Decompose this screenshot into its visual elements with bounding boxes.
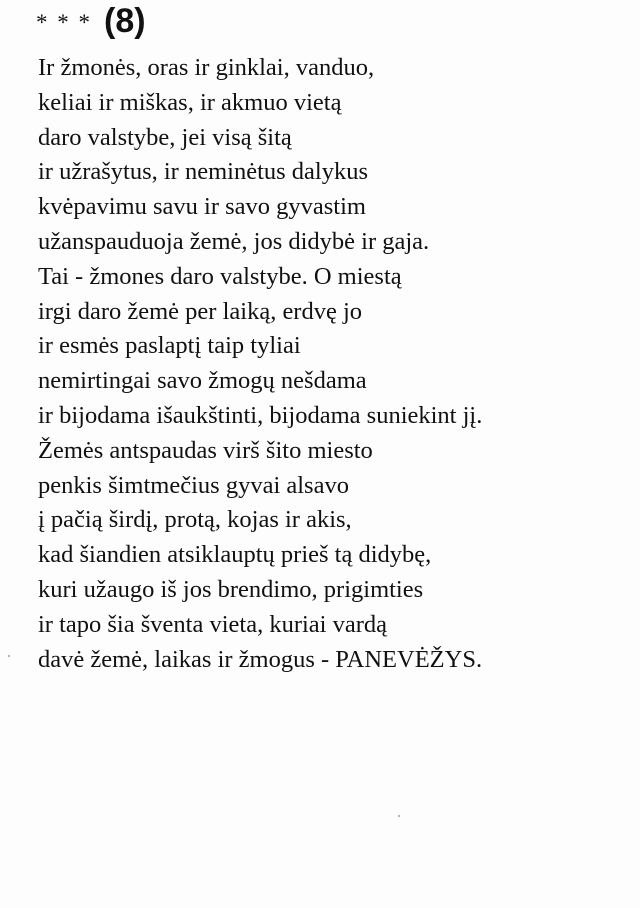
poem-number: (8) xyxy=(104,2,146,40)
poem-line: irgi daro žemė per laiką, erdvę jo xyxy=(38,297,363,325)
poem-line: ir bijodama išaukštinti, bijodama suniekint jį. xyxy=(38,401,483,429)
poem-line: kad šiandien atsiklauptų prieš tą didybę, xyxy=(38,541,432,569)
poem-line: Tai - žmones daro valstybe. O miestą xyxy=(38,262,402,290)
poem-line: nemirtingai savo žmogų nešdama xyxy=(38,367,367,395)
poem-line: keliai ir miškas, ir akmuo vietą xyxy=(38,88,342,116)
poem-line: ir užrašytus, ir neminėtus dalykus xyxy=(38,158,369,186)
poem-heading xyxy=(36,2,146,48)
poem-line: ir tapo šia šventa vieta, kuriai vardą xyxy=(38,610,387,638)
poem-line: Žemės antspaudas virš šito miesto xyxy=(38,436,373,464)
poem-line: daro valstybe, jei visą šitą xyxy=(38,123,292,151)
poem-line: į pačią širdį, protą, kojas ir akis, xyxy=(38,506,352,534)
poem-line: kuri užaugo iš jos brendimo, prigimties xyxy=(38,575,424,603)
poem-line: kvėpavimu savu ir savo gyvastim xyxy=(38,193,366,221)
poem-line: ir esmės paslaptį taip tyliai xyxy=(38,332,301,360)
scan-speck xyxy=(8,655,10,657)
poem-line: davė žemė, laikas ir žmogus - PANEVĖŽYS. xyxy=(38,645,483,673)
poem-body xyxy=(38,51,628,677)
poem-line: Ir žmonės, oras ir ginklai, vanduo, xyxy=(38,54,375,81)
scan-speck xyxy=(398,815,400,817)
poem-line: penkis šimtmečius gyvai alsavo xyxy=(38,471,349,499)
heading-asterisks: * * * xyxy=(36,10,92,35)
poem-line: užanspauduoja žemė, jos didybė ir gaja. xyxy=(38,227,430,255)
